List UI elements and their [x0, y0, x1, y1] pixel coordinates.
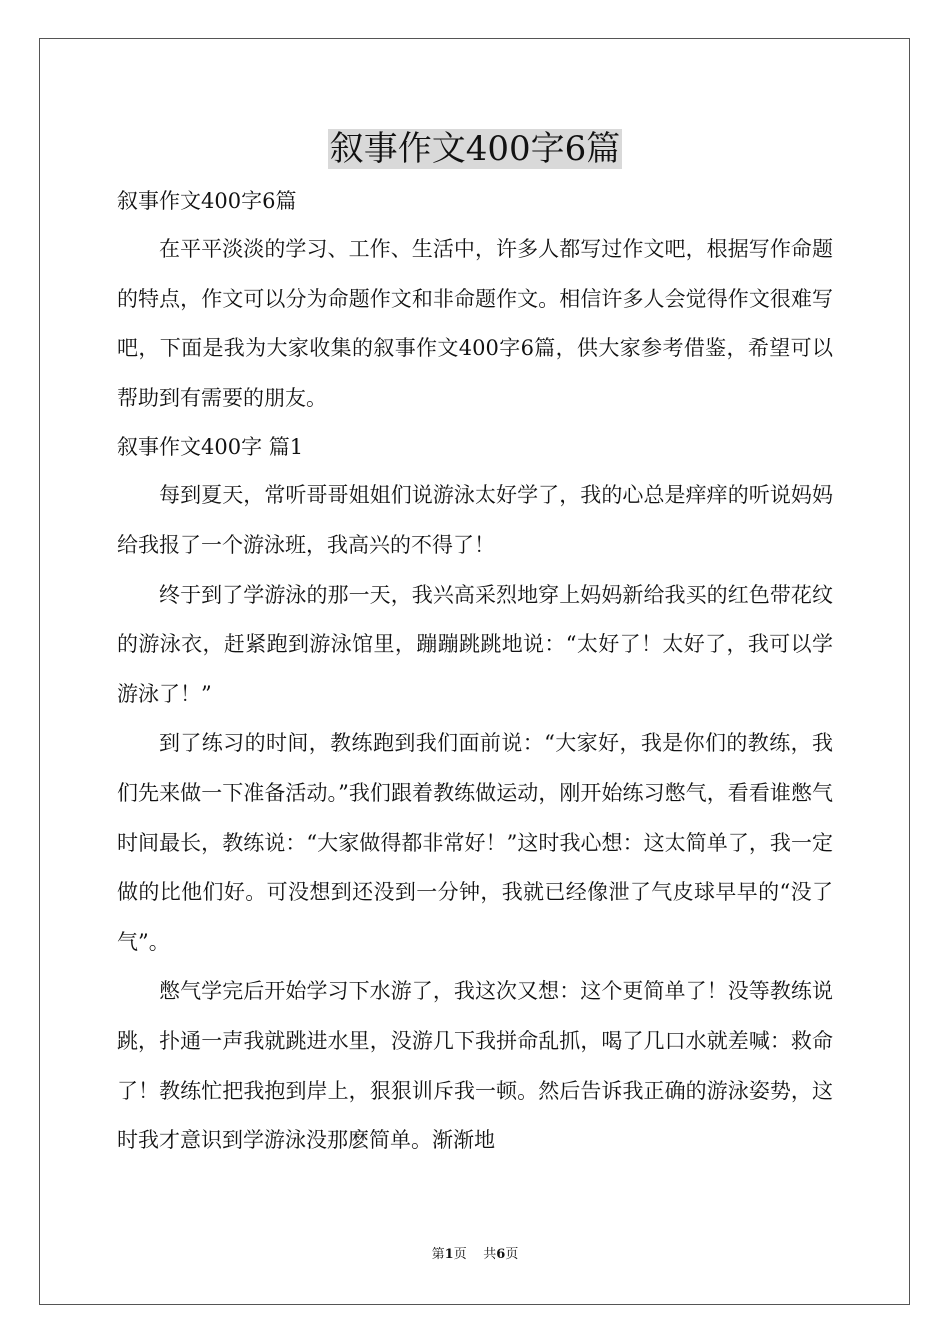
footer-page-total: 6 — [496, 1247, 506, 1262]
body-paragraph-2: 终于到了学游泳的那一天，我兴高采烈地穿上妈妈新给我买的红色带花纹的游泳衣，赶紧跑到游泳馆里，蹦蹦跳跳地说：“太好了！太好了，我可以学游泳了！” — [117, 582, 833, 706]
footer-total-prefix: 共 — [483, 1247, 497, 1262]
document-title — [0, 124, 950, 174]
body-paragraph-3: 到了练习的时间，教练跑到我们面前说：“大家好，我是你们的教练，我们先来做一下准备活动。”我们跟着教练做运动，刚开始练习憋气，看看谁憋气时间最长，教练说：“大家做得都非常好！”这时我心想：这太简单了，我一定做的比他们好。可没想到还没到一分钟，我就已经像泄了气皮球早早的“没了气”。 — [117, 731, 833, 954]
footer-page-current: 1 — [444, 1247, 454, 1262]
footer-page-prefix: 第 — [431, 1247, 445, 1262]
section-heading: 叙事作文400字 篇1 — [117, 435, 304, 460]
footer-total-suffix: 页 — [505, 1247, 519, 1262]
body-paragraph-1: 每到夏天，常听哥哥姐姐们说游泳太好学了，我的心总是痒痒的听说妈妈给我报了一个游泳班，我高兴的不得了！ — [117, 483, 833, 557]
document-title-text: 叙事作文400字6篇 — [329, 129, 621, 169]
intro-paragraph: 在平平淡淡的学习、工作、生活中，许多人都写过作文吧，根据写作命题的特点，作文可以分为命题作文和非命题作文。相信许多人会觉得作文很难写吧，下面是我为大家收集的叙事作文400字6篇，供大家参考借鉴，希望可以帮助到有需要的朋友。 — [117, 237, 833, 410]
document-body — [117, 177, 833, 1166]
body-paragraph-4: 憋气学完后开始学习下水游了，我这次又想：这个更简单了！没等教练说跳，扑通一声我就跳进水里，没游几下我拼命乱抓，喝了几口水就差喊：救命了！教练忙把我抱到岸上，狠狠训斥我一顿。然后告诉我正确的游泳姿势，这时我才意识到学游泳没那麽简单。渐渐地 — [117, 979, 833, 1153]
footer-page-suffix: 页 — [453, 1247, 467, 1262]
page-footer — [0, 1245, 950, 1265]
document-subtitle: 叙事作文400字6篇 — [117, 189, 297, 213]
